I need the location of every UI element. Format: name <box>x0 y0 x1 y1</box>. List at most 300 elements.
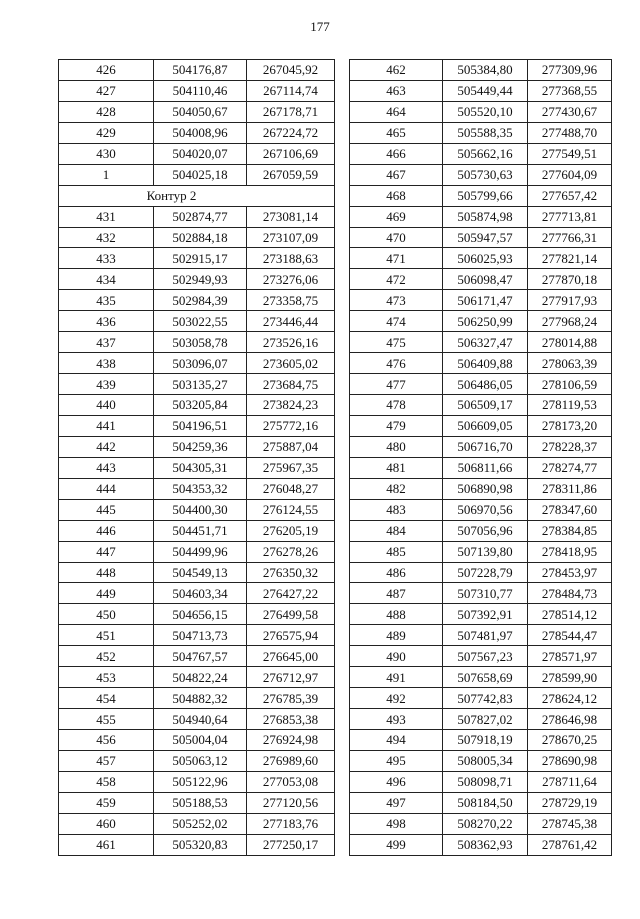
point-number-cell: 488 <box>350 604 443 625</box>
point-number-cell: 475 <box>350 332 443 353</box>
y-coordinate-cell: 278274,77 <box>528 457 612 478</box>
table-row <box>350 499 612 520</box>
table-row <box>350 813 612 834</box>
x-coordinate-cell: 506025,93 <box>443 248 528 269</box>
y-coordinate-cell: 278711,64 <box>528 771 612 792</box>
table-row <box>59 311 335 332</box>
y-coordinate-cell: 276278,26 <box>247 541 335 562</box>
table-row <box>350 122 612 143</box>
y-coordinate-cell: 277657,42 <box>528 185 612 206</box>
table-row <box>59 436 335 457</box>
y-coordinate-cell: 278106,59 <box>528 374 612 395</box>
point-number-cell: 460 <box>59 813 154 834</box>
x-coordinate-cell: 504822,24 <box>154 667 247 688</box>
table-row <box>350 771 612 792</box>
coordinates-table-right-body <box>350 60 612 856</box>
y-coordinate-cell: 267224,72 <box>247 122 335 143</box>
y-coordinate-cell: 277309,96 <box>528 60 612 81</box>
x-coordinate-cell: 505449,44 <box>443 80 528 101</box>
x-coordinate-cell: 504940,64 <box>154 709 247 730</box>
y-coordinate-cell: 273526,16 <box>247 332 335 353</box>
y-coordinate-cell: 278646,98 <box>528 709 612 730</box>
x-coordinate-cell: 504196,51 <box>154 415 247 436</box>
table-row <box>59 185 335 206</box>
x-coordinate-cell: 505063,12 <box>154 750 247 771</box>
x-coordinate-cell: 504353,32 <box>154 478 247 499</box>
table-row <box>350 290 612 311</box>
table-row <box>59 688 335 709</box>
table-row <box>59 290 335 311</box>
x-coordinate-cell: 507567,23 <box>443 646 528 667</box>
point-number-cell: 468 <box>350 185 443 206</box>
y-coordinate-cell: 277250,17 <box>247 834 335 855</box>
x-coordinate-cell: 506327,47 <box>443 332 528 353</box>
table-row <box>350 436 612 457</box>
x-coordinate-cell: 506171,47 <box>443 290 528 311</box>
point-number-cell: 487 <box>350 583 443 604</box>
x-coordinate-cell: 505588,35 <box>443 122 528 143</box>
table-row <box>350 520 612 541</box>
point-number-cell: 430 <box>59 143 154 164</box>
page-number: 177 <box>310 19 330 34</box>
table-row <box>59 499 335 520</box>
x-coordinate-cell: 505320,83 <box>154 834 247 855</box>
point-number-cell: 477 <box>350 374 443 395</box>
y-coordinate-cell: 275887,04 <box>247 436 335 457</box>
table-row <box>59 750 335 771</box>
point-number-cell: 462 <box>350 60 443 81</box>
point-number-cell: 427 <box>59 80 154 101</box>
table-row <box>59 206 335 227</box>
y-coordinate-cell: 277917,93 <box>528 290 612 311</box>
x-coordinate-cell: 504008,96 <box>154 122 247 143</box>
point-number-cell: 435 <box>59 290 154 311</box>
point-number-cell: 499 <box>350 834 443 855</box>
table-row <box>59 520 335 541</box>
x-coordinate-cell: 504025,18 <box>154 164 247 185</box>
table-row <box>59 771 335 792</box>
table-row <box>350 562 612 583</box>
y-coordinate-cell: 278173,20 <box>528 415 612 436</box>
table-row <box>350 143 612 164</box>
point-number-cell: 490 <box>350 646 443 667</box>
table-row <box>59 604 335 625</box>
table-row <box>350 792 612 813</box>
x-coordinate-cell: 507228,79 <box>443 562 528 583</box>
point-number-cell: 429 <box>59 122 154 143</box>
point-number-cell: 466 <box>350 143 443 164</box>
table-row <box>59 541 335 562</box>
x-coordinate-cell: 507481,97 <box>443 625 528 646</box>
coordinates-table-left-body <box>59 60 335 856</box>
y-coordinate-cell: 277766,31 <box>528 227 612 248</box>
x-coordinate-cell: 507827,02 <box>443 709 528 730</box>
y-coordinate-cell: 273446,44 <box>247 311 335 332</box>
point-number-cell: 491 <box>350 667 443 688</box>
x-coordinate-cell: 505730,63 <box>443 164 528 185</box>
table-row <box>350 164 612 185</box>
point-number-cell: 445 <box>59 499 154 520</box>
table-row <box>59 562 335 583</box>
x-coordinate-cell: 505947,57 <box>443 227 528 248</box>
y-coordinate-cell: 278761,42 <box>528 834 612 855</box>
y-coordinate-cell: 276499,58 <box>247 604 335 625</box>
y-coordinate-cell: 276575,94 <box>247 625 335 646</box>
y-coordinate-cell: 273605,02 <box>247 353 335 374</box>
table-row <box>350 709 612 730</box>
x-coordinate-cell: 504400,30 <box>154 499 247 520</box>
point-number-cell: 1 <box>59 164 154 185</box>
y-coordinate-cell: 267114,74 <box>247 80 335 101</box>
x-coordinate-cell: 502874,77 <box>154 206 247 227</box>
point-number-cell: 428 <box>59 101 154 122</box>
x-coordinate-cell: 508362,93 <box>443 834 528 855</box>
table-row <box>350 185 612 206</box>
point-number-cell: 476 <box>350 353 443 374</box>
x-coordinate-cell: 504305,31 <box>154 457 247 478</box>
table-row <box>350 332 612 353</box>
y-coordinate-cell: 273081,14 <box>247 206 335 227</box>
y-coordinate-cell: 276785,39 <box>247 688 335 709</box>
point-number-cell: 450 <box>59 604 154 625</box>
y-coordinate-cell: 273824,23 <box>247 395 335 416</box>
point-number-cell: 496 <box>350 771 443 792</box>
point-number-cell: 494 <box>350 730 443 751</box>
point-number-cell: 454 <box>59 688 154 709</box>
x-coordinate-cell: 503058,78 <box>154 332 247 353</box>
table-row <box>350 646 612 667</box>
y-coordinate-cell: 276924,98 <box>247 730 335 751</box>
y-coordinate-cell: 267059,59 <box>247 164 335 185</box>
x-coordinate-cell: 506509,17 <box>443 395 528 416</box>
point-number-cell: 456 <box>59 730 154 751</box>
point-number-cell: 474 <box>350 311 443 332</box>
x-coordinate-cell: 505384,80 <box>443 60 528 81</box>
table-row <box>59 164 335 185</box>
table-row <box>59 248 335 269</box>
y-coordinate-cell: 277488,70 <box>528 122 612 143</box>
y-coordinate-cell: 278311,86 <box>528 478 612 499</box>
point-number-cell: 465 <box>350 122 443 143</box>
table-row <box>59 60 335 81</box>
y-coordinate-cell: 276427,22 <box>247 583 335 604</box>
point-number-cell: 443 <box>59 457 154 478</box>
y-coordinate-cell: 278484,73 <box>528 583 612 604</box>
y-coordinate-cell: 277368,55 <box>528 80 612 101</box>
point-number-cell: 470 <box>350 227 443 248</box>
x-coordinate-cell: 502884,18 <box>154 227 247 248</box>
y-coordinate-cell: 277183,76 <box>247 813 335 834</box>
x-coordinate-cell: 505188,53 <box>154 792 247 813</box>
x-coordinate-cell: 507056,96 <box>443 520 528 541</box>
point-number-cell: 479 <box>350 415 443 436</box>
table-row <box>350 583 612 604</box>
point-number-cell: 481 <box>350 457 443 478</box>
point-number-cell: 493 <box>350 709 443 730</box>
x-coordinate-cell: 506098,47 <box>443 269 528 290</box>
point-number-cell: 441 <box>59 415 154 436</box>
y-coordinate-cell: 278347,60 <box>528 499 612 520</box>
y-coordinate-cell: 277120,56 <box>247 792 335 813</box>
y-coordinate-cell: 278690,98 <box>528 750 612 771</box>
point-number-cell: 459 <box>59 792 154 813</box>
y-coordinate-cell: 267106,69 <box>247 143 335 164</box>
point-number-cell: 452 <box>59 646 154 667</box>
table-row <box>59 792 335 813</box>
point-number-cell: 469 <box>350 206 443 227</box>
x-coordinate-cell: 503096,07 <box>154 353 247 374</box>
y-coordinate-cell: 278014,88 <box>528 332 612 353</box>
x-coordinate-cell: 507742,83 <box>443 688 528 709</box>
point-number-cell: 432 <box>59 227 154 248</box>
point-number-cell: 434 <box>59 269 154 290</box>
y-coordinate-cell: 276048,27 <box>247 478 335 499</box>
table-row <box>59 374 335 395</box>
x-coordinate-cell: 508184,50 <box>443 792 528 813</box>
y-coordinate-cell: 277821,14 <box>528 248 612 269</box>
point-number-cell: 433 <box>59 248 154 269</box>
y-coordinate-cell: 277053,08 <box>247 771 335 792</box>
x-coordinate-cell: 504020,07 <box>154 143 247 164</box>
point-number-cell: 461 <box>59 834 154 855</box>
y-coordinate-cell: 273276,06 <box>247 269 335 290</box>
y-coordinate-cell: 277713,81 <box>528 206 612 227</box>
y-coordinate-cell: 273358,75 <box>247 290 335 311</box>
table-row <box>59 353 335 374</box>
table-row <box>59 709 335 730</box>
y-coordinate-cell: 278119,53 <box>528 395 612 416</box>
point-number-cell: 471 <box>350 248 443 269</box>
table-row <box>350 206 612 227</box>
x-coordinate-cell: 504767,57 <box>154 646 247 667</box>
table-row <box>350 625 612 646</box>
y-coordinate-cell: 267045,92 <box>247 60 335 81</box>
point-number-cell: 463 <box>350 80 443 101</box>
y-coordinate-cell: 278384,85 <box>528 520 612 541</box>
point-number-cell: 437 <box>59 332 154 353</box>
coordinates-table-right <box>349 59 612 856</box>
point-number-cell: 449 <box>59 583 154 604</box>
y-coordinate-cell: 273684,75 <box>247 374 335 395</box>
y-coordinate-cell: 276712,97 <box>247 667 335 688</box>
y-coordinate-cell: 276124,55 <box>247 499 335 520</box>
table-row <box>59 269 335 290</box>
x-coordinate-cell: 507918,19 <box>443 730 528 751</box>
y-coordinate-cell: 276350,32 <box>247 562 335 583</box>
y-coordinate-cell: 267178,71 <box>247 101 335 122</box>
table-row <box>350 269 612 290</box>
y-coordinate-cell: 278544,47 <box>528 625 612 646</box>
x-coordinate-cell: 507658,69 <box>443 667 528 688</box>
x-coordinate-cell: 504713,73 <box>154 625 247 646</box>
x-coordinate-cell: 504176,87 <box>154 60 247 81</box>
table-row <box>350 227 612 248</box>
table-row <box>59 80 335 101</box>
table-row <box>350 60 612 81</box>
x-coordinate-cell: 507392,91 <box>443 604 528 625</box>
section-title: Контур 2 <box>146 188 197 204</box>
table-row <box>59 332 335 353</box>
point-number-cell: 431 <box>59 206 154 227</box>
x-coordinate-cell: 507139,80 <box>443 541 528 562</box>
y-coordinate-cell: 277870,18 <box>528 269 612 290</box>
x-coordinate-cell: 505799,66 <box>443 185 528 206</box>
table-row <box>59 583 335 604</box>
y-coordinate-cell: 278453,97 <box>528 562 612 583</box>
table-row <box>350 374 612 395</box>
x-coordinate-cell: 502915,17 <box>154 248 247 269</box>
point-number-cell: 458 <box>59 771 154 792</box>
y-coordinate-cell: 273107,09 <box>247 227 335 248</box>
x-coordinate-cell: 506486,05 <box>443 374 528 395</box>
table-row <box>59 415 335 436</box>
point-number-cell: 498 <box>350 813 443 834</box>
x-coordinate-cell: 506716,70 <box>443 436 528 457</box>
table-row <box>350 311 612 332</box>
y-coordinate-cell: 277968,24 <box>528 311 612 332</box>
point-number-cell: 483 <box>350 499 443 520</box>
point-number-cell: 472 <box>350 269 443 290</box>
point-number-cell: 444 <box>59 478 154 499</box>
point-number-cell: 473 <box>350 290 443 311</box>
y-coordinate-cell: 275772,16 <box>247 415 335 436</box>
x-coordinate-cell: 506970,56 <box>443 499 528 520</box>
x-coordinate-cell: 502949,93 <box>154 269 247 290</box>
table-row <box>350 834 612 855</box>
y-coordinate-cell: 278063,39 <box>528 353 612 374</box>
y-coordinate-cell: 278228,37 <box>528 436 612 457</box>
point-number-cell: 457 <box>59 750 154 771</box>
point-number-cell: 448 <box>59 562 154 583</box>
x-coordinate-cell: 502984,39 <box>154 290 247 311</box>
point-number-cell: 497 <box>350 792 443 813</box>
x-coordinate-cell: 506409,88 <box>443 353 528 374</box>
point-number-cell: 446 <box>59 520 154 541</box>
point-number-cell: 436 <box>59 311 154 332</box>
table-row <box>350 415 612 436</box>
table-row <box>350 688 612 709</box>
y-coordinate-cell: 276205,19 <box>247 520 335 541</box>
x-coordinate-cell: 505520,10 <box>443 101 528 122</box>
y-coordinate-cell: 278745,38 <box>528 813 612 834</box>
x-coordinate-cell: 505874,98 <box>443 206 528 227</box>
table-row <box>350 730 612 751</box>
point-number-cell: 478 <box>350 395 443 416</box>
y-coordinate-cell: 278670,25 <box>528 730 612 751</box>
x-coordinate-cell: 504656,15 <box>154 604 247 625</box>
point-number-cell: 455 <box>59 709 154 730</box>
table-row <box>59 457 335 478</box>
point-number-cell: 464 <box>350 101 443 122</box>
section-header-cell <box>59 185 335 206</box>
x-coordinate-cell: 504110,46 <box>154 80 247 101</box>
point-number-cell: 482 <box>350 478 443 499</box>
point-number-cell: 480 <box>350 436 443 457</box>
x-coordinate-cell: 506250,99 <box>443 311 528 332</box>
point-number-cell: 453 <box>59 667 154 688</box>
table-row <box>59 625 335 646</box>
y-coordinate-cell: 278514,12 <box>528 604 612 625</box>
table-row <box>350 248 612 269</box>
table-row <box>59 646 335 667</box>
table-row <box>59 101 335 122</box>
x-coordinate-cell: 506890,98 <box>443 478 528 499</box>
y-coordinate-cell: 275967,35 <box>247 457 335 478</box>
x-coordinate-cell: 508005,34 <box>443 750 528 771</box>
table-row <box>350 667 612 688</box>
y-coordinate-cell: 278729,19 <box>528 792 612 813</box>
point-number-cell: 467 <box>350 164 443 185</box>
x-coordinate-cell: 505122,96 <box>154 771 247 792</box>
x-coordinate-cell: 504050,67 <box>154 101 247 122</box>
table-row <box>350 395 612 416</box>
x-coordinate-cell: 505252,02 <box>154 813 247 834</box>
y-coordinate-cell: 278599,90 <box>528 667 612 688</box>
point-number-cell: 440 <box>59 395 154 416</box>
y-coordinate-cell: 278571,97 <box>528 646 612 667</box>
table-row <box>59 813 335 834</box>
x-coordinate-cell: 506609,05 <box>443 415 528 436</box>
table-row <box>59 834 335 855</box>
y-coordinate-cell: 277430,67 <box>528 101 612 122</box>
x-coordinate-cell: 504549,13 <box>154 562 247 583</box>
table-row <box>350 80 612 101</box>
point-number-cell: 438 <box>59 353 154 374</box>
table-row <box>59 395 335 416</box>
y-coordinate-cell: 273188,63 <box>247 248 335 269</box>
table-row <box>59 478 335 499</box>
point-number-cell: 495 <box>350 750 443 771</box>
table-row <box>350 353 612 374</box>
x-coordinate-cell: 503205,84 <box>154 395 247 416</box>
x-coordinate-cell: 505662,16 <box>443 143 528 164</box>
point-number-cell: 439 <box>59 374 154 395</box>
table-row <box>59 227 335 248</box>
x-coordinate-cell: 505004,04 <box>154 730 247 751</box>
x-coordinate-cell: 507310,77 <box>443 583 528 604</box>
table-row <box>59 122 335 143</box>
y-coordinate-cell: 276645,00 <box>247 646 335 667</box>
point-number-cell: 486 <box>350 562 443 583</box>
x-coordinate-cell: 504259,36 <box>154 436 247 457</box>
coordinates-table-left <box>58 59 335 856</box>
y-coordinate-cell: 277549,51 <box>528 143 612 164</box>
point-number-cell: 451 <box>59 625 154 646</box>
table-row <box>350 101 612 122</box>
x-coordinate-cell: 504499,96 <box>154 541 247 562</box>
point-number-cell: 447 <box>59 541 154 562</box>
point-number-cell: 489 <box>350 625 443 646</box>
x-coordinate-cell: 506811,66 <box>443 457 528 478</box>
table-row <box>350 457 612 478</box>
x-coordinate-cell: 508098,71 <box>443 771 528 792</box>
point-number-cell: 426 <box>59 60 154 81</box>
table-row <box>350 478 612 499</box>
x-coordinate-cell: 504882,32 <box>154 688 247 709</box>
table-row <box>59 143 335 164</box>
y-coordinate-cell: 276853,38 <box>247 709 335 730</box>
x-coordinate-cell: 508270,22 <box>443 813 528 834</box>
table-row <box>59 667 335 688</box>
x-coordinate-cell: 503022,55 <box>154 311 247 332</box>
table-row <box>350 604 612 625</box>
x-coordinate-cell: 503135,27 <box>154 374 247 395</box>
table-row <box>59 730 335 751</box>
point-number-cell: 485 <box>350 541 443 562</box>
y-coordinate-cell: 277604,09 <box>528 164 612 185</box>
table-row <box>350 541 612 562</box>
y-coordinate-cell: 278624,12 <box>528 688 612 709</box>
